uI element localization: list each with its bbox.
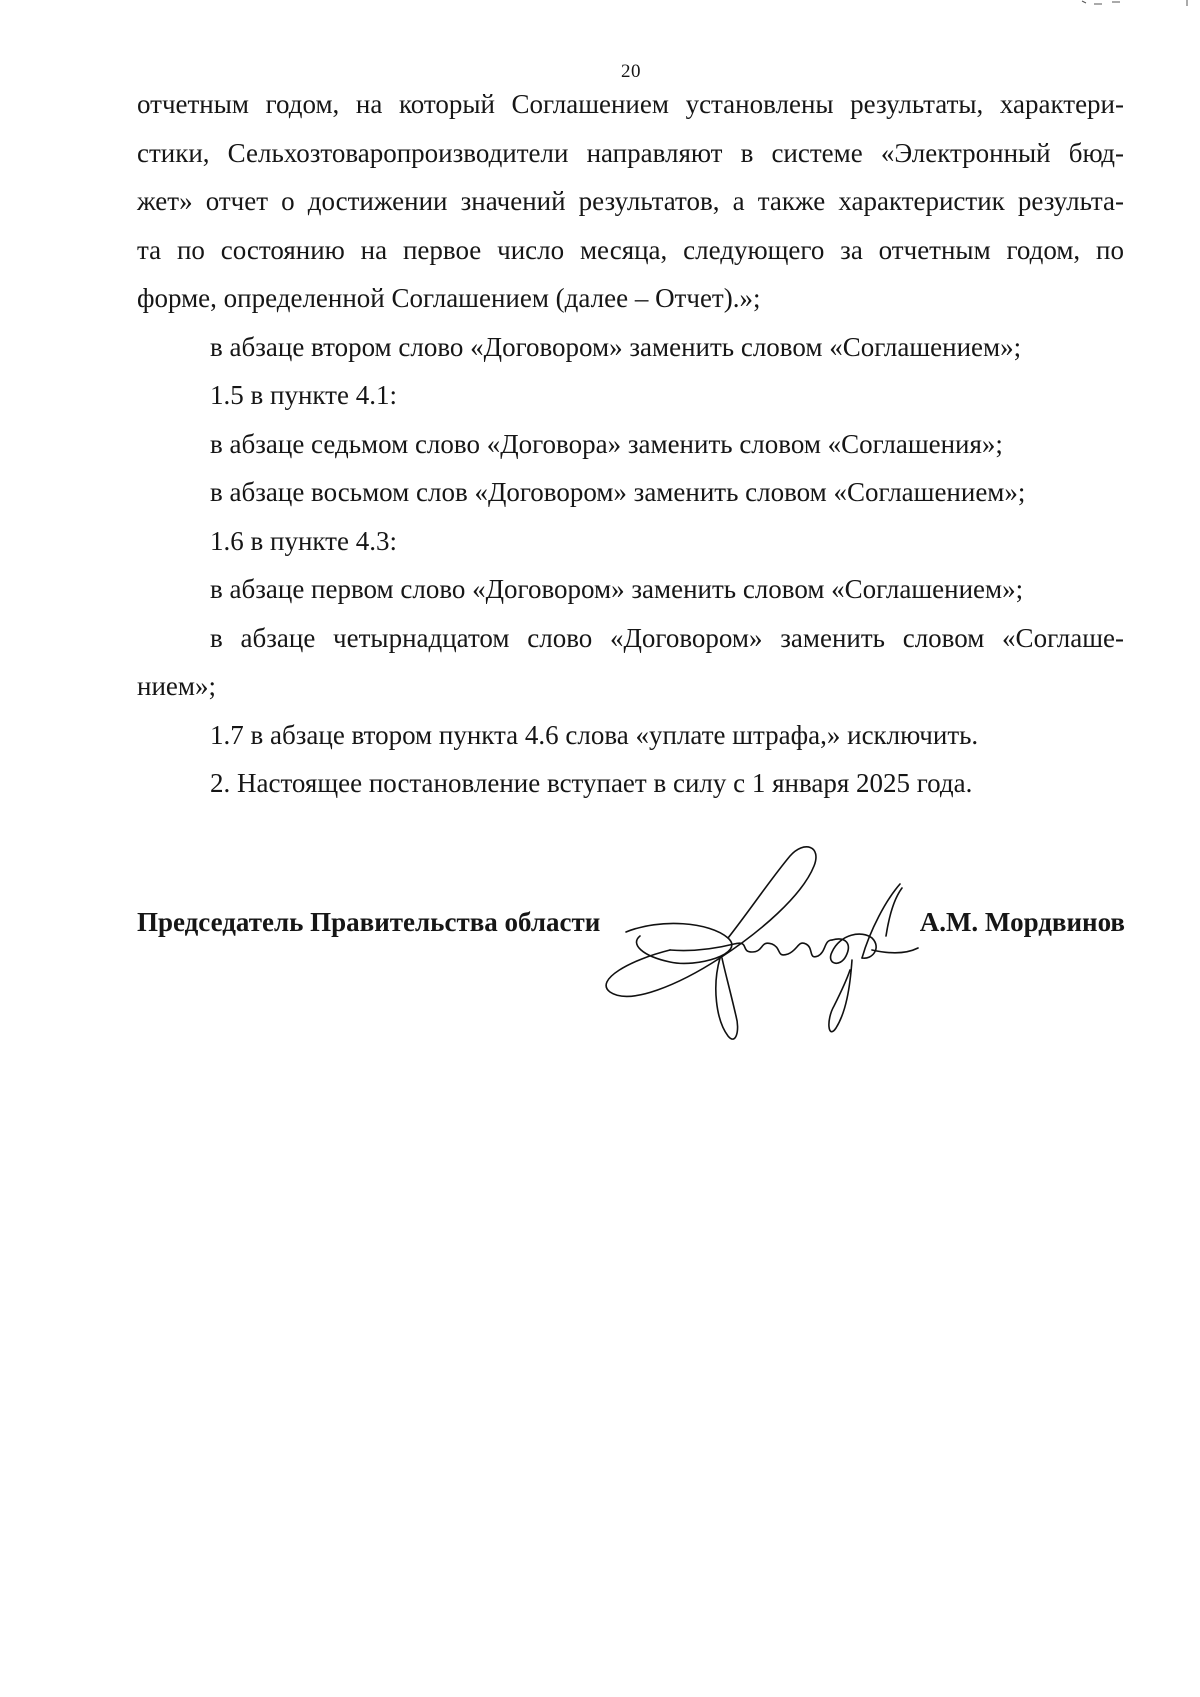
paragraph-line: форме, определенной Соглашением (далее – Отчет).»;	[137, 283, 761, 313]
signer-position: Председатель Правительства области	[137, 907, 601, 937]
amendment-paragraph: в абзаце восьмом слов «Договором» заменить словом «Соглашением»;	[210, 477, 1026, 507]
paragraph-line: жет» отчет о достижении значений результатов, а также характеристик результа-	[137, 186, 1124, 216]
amendment-paragraph: в абзаце четырнадцатом слово «Договором» заменить словом «Соглаше-	[210, 622, 1124, 653]
paragraph-line: отчетным годом, на который Соглашением установлены результаты, характери-	[137, 89, 1124, 119]
document-body	[137, 80, 1124, 808]
amendment-item-heading: 1.5 в пункте 4.1:	[210, 380, 397, 410]
amendment-paragraph: 1.7 в абзаце втором пункта 4.6 слова «уплате штрафа,» исключить.	[210, 719, 979, 750]
amendment-paragraph-continuation: нием»;	[137, 671, 216, 701]
effective-date-paragraph: 2. Настоящее постановление вступает в силу с 1 января 2025 года.	[210, 768, 973, 798]
paragraph-line: стики, Сельхозтоваропроизводители направляют в системе «Электронный бюд-	[137, 137, 1124, 168]
signer-name: А.М. Мордвинов	[919, 907, 1125, 937]
scan-edge-mark	[1072, 0, 1192, 8]
handwritten-signature	[600, 840, 940, 1050]
amendment-item-heading: 1.6 в пункте 4.3:	[210, 525, 397, 556]
page-number: 20	[621, 61, 641, 82]
amendment-paragraph: в абзаце втором слово «Договором» заменить словом «Соглашением»;	[210, 331, 1022, 362]
amendment-paragraph: в абзаце седьмом слово «Договора» заменить словом «Соглашения»;	[210, 428, 1003, 459]
amendment-paragraph: в абзаце первом слово «Договором» заменить словом «Соглашением»;	[210, 574, 1024, 604]
paragraph-line: та по состоянию на первое число месяца, следующего за отчетным годом, по	[137, 234, 1124, 265]
